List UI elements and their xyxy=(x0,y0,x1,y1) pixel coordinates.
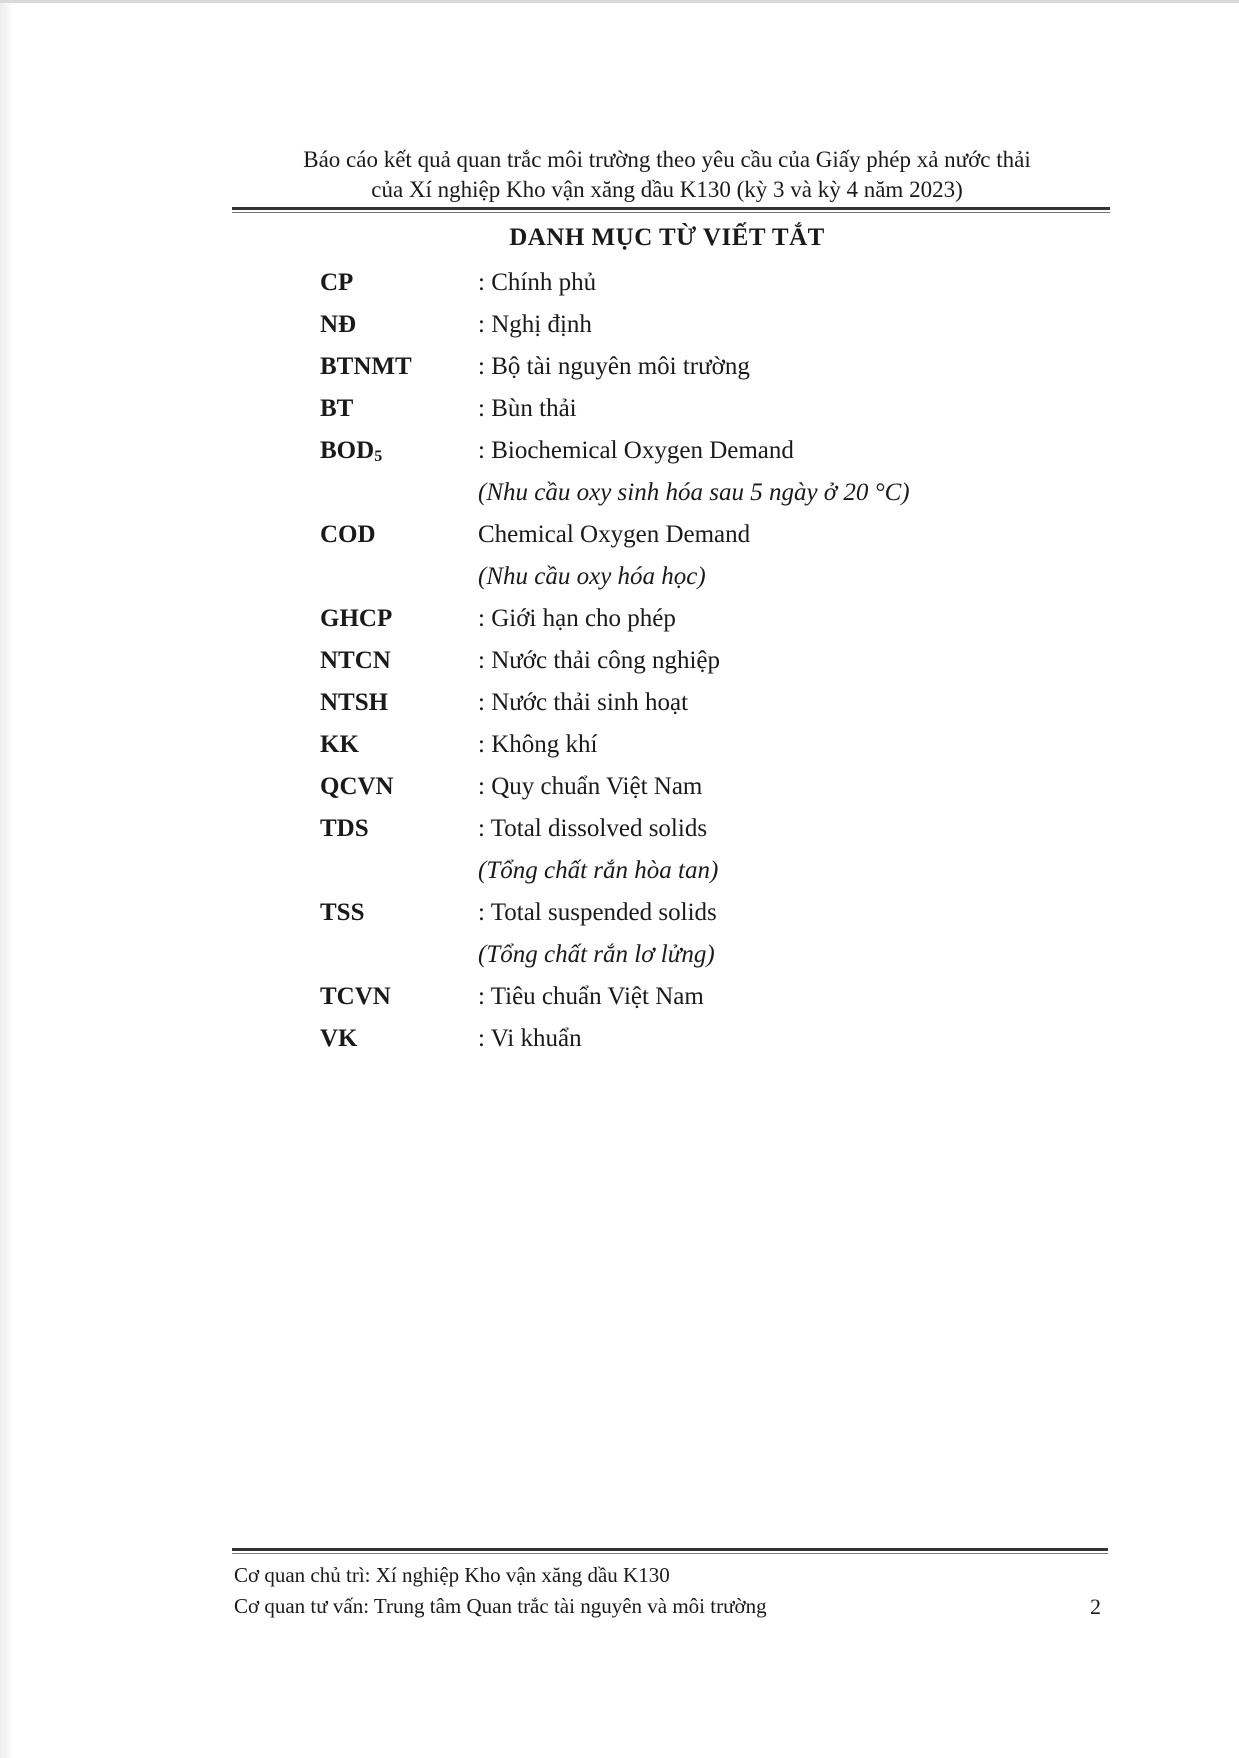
abbr-term: NTCN xyxy=(320,647,391,674)
abbr-meaning: : Quy chuẩn Việt Nam xyxy=(478,773,703,800)
scan-edge xyxy=(0,0,14,1758)
abbr-row xyxy=(320,640,1040,682)
abbr-term-main: BOD xyxy=(320,437,375,464)
abbr-row xyxy=(320,598,1040,640)
header-line-1: Báo cáo kết quả quan trắc môi trường theo yêu cầu của Giấy phép xả nước thải xyxy=(303,147,1031,172)
abbr-term: COD xyxy=(320,521,376,548)
abbr-note: (Nhu cầu oxy hóa học) xyxy=(478,563,706,590)
footer-rule-thin xyxy=(232,1553,1108,1554)
abbr-meaning: : Tiêu chuẩn Việt Nam xyxy=(478,983,704,1010)
abbr-note: (Nhu cầu oxy sinh hóa sau 5 ngày ở 20 °C) xyxy=(478,479,910,506)
abbr-meaning: : Nghị định xyxy=(478,311,592,338)
abbr-row xyxy=(320,304,1040,346)
footer-rule xyxy=(232,1548,1108,1551)
header-rule xyxy=(232,207,1110,210)
abbr-meaning: : Biochemical Oxygen Demand xyxy=(478,437,794,464)
abbr-note-row xyxy=(320,934,1040,976)
abbr-term: VK xyxy=(320,1025,358,1052)
page-header xyxy=(232,145,1102,205)
abbr-row xyxy=(320,514,1040,556)
header-rule-thin xyxy=(232,212,1110,213)
page-footer xyxy=(234,1560,1104,1622)
abbr-note-row xyxy=(320,850,1040,892)
header-line-2: của Xí nghiệp Kho vận xăng dầu K130 (kỳ 3 và kỳ 4 năm 2023) xyxy=(371,177,963,202)
abbr-note-row xyxy=(320,472,1040,514)
abbr-meaning: : Giới hạn cho phép xyxy=(478,605,676,632)
abbr-term: QCVN xyxy=(320,773,394,800)
footer-host: Cơ quan chủ trì: Xí nghiệp Kho vận xăng dầu K130 xyxy=(234,1563,670,1587)
abbr-term: NĐ xyxy=(320,311,357,338)
abbr-term xyxy=(320,430,382,478)
footer-consultant: Cơ quan tư vấn: Trung tâm Quan trắc tài nguyên và môi trường xyxy=(234,1594,767,1618)
abbr-meaning: : Bộ tài nguyên môi trường xyxy=(478,353,750,380)
abbr-row xyxy=(320,976,1040,1018)
abbr-term: GHCP xyxy=(320,605,393,632)
abbr-row xyxy=(320,262,1040,304)
abbr-meaning: : Vi khuẩn xyxy=(478,1025,582,1052)
abbr-meaning: : Total dissolved solids xyxy=(478,815,708,842)
abbr-term: CP xyxy=(320,269,354,296)
abbr-meaning: : Nước thải sinh hoạt xyxy=(478,689,689,716)
section-title: DANH MỤC TỪ VIẾT TẮT xyxy=(509,224,825,251)
abbr-term: TDS xyxy=(320,815,369,842)
abbr-row xyxy=(320,724,1040,766)
abbr-term: NTSH xyxy=(320,689,389,716)
abbr-note: (Tổng chất rắn lơ lửng) xyxy=(478,941,715,968)
abbr-term: TSS xyxy=(320,899,365,926)
abbr-term: TCVN xyxy=(320,983,391,1010)
abbr-row xyxy=(320,388,1040,430)
abbreviation-list xyxy=(320,262,1040,1060)
abbr-meaning: Chemical Oxygen Demand xyxy=(478,521,751,548)
page-number: 2 xyxy=(1090,1594,1101,1619)
abbr-meaning: : Chính phủ xyxy=(478,269,597,296)
abbr-row xyxy=(320,766,1040,808)
abbr-row xyxy=(320,682,1040,724)
abbr-note-row xyxy=(320,556,1040,598)
abbr-meaning: : Nước thải công nghiệp xyxy=(478,647,720,674)
scan-top-edge xyxy=(0,0,1239,3)
abbr-row xyxy=(320,892,1040,934)
abbr-term: BTNMT xyxy=(320,353,412,380)
abbr-meaning: : Total suspended solids xyxy=(478,899,717,926)
abbr-note: (Tổng chất rắn hòa tan) xyxy=(478,857,719,884)
abbr-row xyxy=(320,430,1040,472)
abbr-term: BT xyxy=(320,395,354,422)
abbr-meaning: : Không khí xyxy=(478,731,598,758)
abbr-row xyxy=(320,808,1040,850)
abbr-row xyxy=(320,1018,1040,1060)
abbr-term-subscript: 5 xyxy=(374,448,383,465)
abbr-meaning: : Bùn thải xyxy=(478,395,577,422)
abbr-row xyxy=(320,346,1040,388)
abbr-term: KK xyxy=(320,731,359,758)
